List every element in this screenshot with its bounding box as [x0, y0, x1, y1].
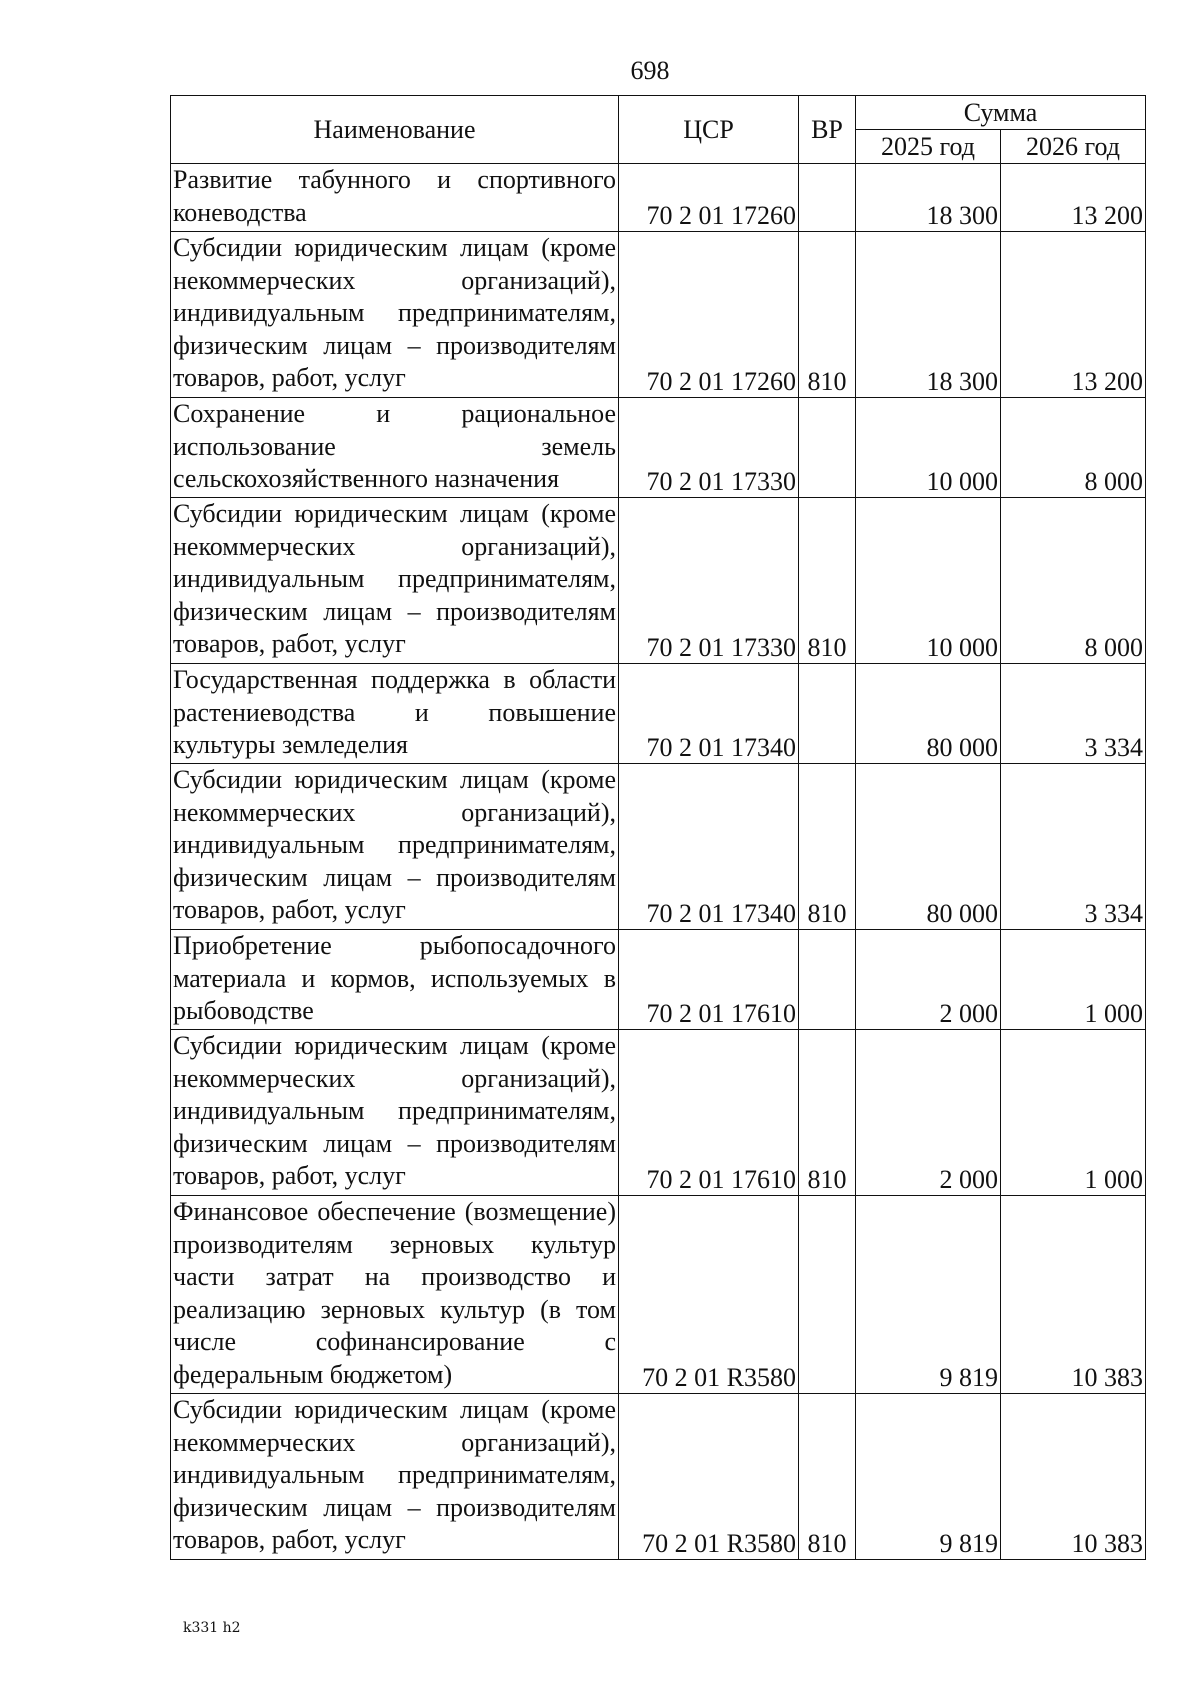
- row-name: Субсидии юридическим лицам (кроме некоммерческих организаций), индивидуальным предпринимателям, физическим лицам – производителям товаров, работ, услуг: [171, 1030, 619, 1196]
- document-code: k331 h2: [183, 1620, 241, 1636]
- row-name: Субсидии юридическим лицам (кроме некоммерческих организаций), индивидуальным предпринимателям, физическим лицам – производителям товаров, работ, услуг: [171, 232, 619, 398]
- table-row: [171, 1394, 1146, 1560]
- row-vr: [799, 1196, 856, 1394]
- row-sum-2025: 9 819: [856, 1394, 1001, 1560]
- header-name: Наименование: [171, 96, 619, 164]
- row-name: Субсидии юридическим лицам (кроме некоммерческих организаций), индивидуальным предпринимателям, физическим лицам – производителям товаров, работ, услуг: [171, 1394, 619, 1560]
- row-sum-2025: 2 000: [856, 930, 1001, 1030]
- row-sum-2026: 10 383: [1001, 1394, 1146, 1560]
- row-name: Финансовое обеспечение (возмещение) производителям зерновых культур части затрат на производство и реализацию зерновых культур (в том числе софинансирование с федеральным бюджетом): [171, 1196, 619, 1394]
- header-sum: Сумма: [856, 96, 1146, 130]
- table-row: [171, 498, 1146, 664]
- row-sum-2026: 13 200: [1001, 164, 1146, 232]
- page-number: 698: [630, 56, 670, 85]
- row-csr: 70 2 01 17610: [619, 930, 799, 1030]
- table-row: [171, 930, 1146, 1030]
- row-vr: 810: [799, 498, 856, 664]
- row-sum-2026: 1 000: [1001, 930, 1146, 1030]
- row-vr: 810: [799, 764, 856, 930]
- table-row: [171, 764, 1146, 930]
- row-sum-2026: 3 334: [1001, 764, 1146, 930]
- row-name: Развитие табунного и спортивного коневодства: [171, 164, 619, 232]
- row-vr: [799, 398, 856, 498]
- header-year-2025: 2025 год: [856, 130, 1001, 164]
- row-name: Субсидии юридическим лицам (кроме некоммерческих организаций), индивидуальным предпринимателям, физическим лицам – производителям товаров, работ, услуг: [171, 498, 619, 664]
- row-sum-2026: 10 383: [1001, 1196, 1146, 1394]
- row-sum-2025: 10 000: [856, 398, 1001, 498]
- row-csr: 70 2 01 17330: [619, 498, 799, 664]
- table-row: [171, 398, 1146, 498]
- row-sum-2026: 1 000: [1001, 1030, 1146, 1196]
- row-vr: 810: [799, 1030, 856, 1196]
- budget-table: [170, 95, 1146, 1560]
- row-csr: 70 2 01 17260: [619, 164, 799, 232]
- row-sum-2025: 2 000: [856, 1030, 1001, 1196]
- table-row: [171, 664, 1146, 764]
- row-name: Сохранение и рациональное использование земель сельскохозяйственного назначения: [171, 398, 619, 498]
- header-year-2026: 2026 год: [1001, 130, 1146, 164]
- row-sum-2026: 13 200: [1001, 232, 1146, 398]
- row-csr: 70 2 01 17340: [619, 664, 799, 764]
- row-csr: 70 2 01 17330: [619, 398, 799, 498]
- row-csr: 70 2 01 17610: [619, 1030, 799, 1196]
- row-sum-2026: 8 000: [1001, 398, 1146, 498]
- table-row: [171, 1030, 1146, 1196]
- row-sum-2026: 8 000: [1001, 498, 1146, 664]
- row-sum-2025: 18 300: [856, 164, 1001, 232]
- row-vr: [799, 164, 856, 232]
- header-vr: ВР: [799, 96, 856, 164]
- row-sum-2025: 9 819: [856, 1196, 1001, 1394]
- row-csr: 70 2 01 R3580: [619, 1394, 799, 1560]
- row-name: Субсидии юридическим лицам (кроме некоммерческих организаций), индивидуальным предпринимателям, физическим лицам – производителям товаров, работ, услуг: [171, 764, 619, 930]
- row-csr: 70 2 01 17260: [619, 232, 799, 398]
- row-csr: 70 2 01 17340: [619, 764, 799, 930]
- row-csr: 70 2 01 R3580: [619, 1196, 799, 1394]
- row-vr: [799, 930, 856, 1030]
- row-vr: [799, 664, 856, 764]
- row-name: Приобретение рыбопосадочного материала и кормов, используемых в рыбоводстве: [171, 930, 619, 1030]
- table-row: [171, 164, 1146, 232]
- row-sum-2025: 80 000: [856, 664, 1001, 764]
- row-name: Государственная поддержка в области растениеводства и повышение культуры земледелия: [171, 664, 619, 764]
- row-sum-2025: 18 300: [856, 232, 1001, 398]
- row-sum-2025: 10 000: [856, 498, 1001, 664]
- row-sum-2025: 80 000: [856, 764, 1001, 930]
- row-vr: 810: [799, 1394, 856, 1560]
- row-sum-2026: 3 334: [1001, 664, 1146, 764]
- row-vr: 810: [799, 232, 856, 398]
- table-row: [171, 1196, 1146, 1394]
- table-row: [171, 232, 1146, 398]
- header-csr: ЦСР: [619, 96, 799, 164]
